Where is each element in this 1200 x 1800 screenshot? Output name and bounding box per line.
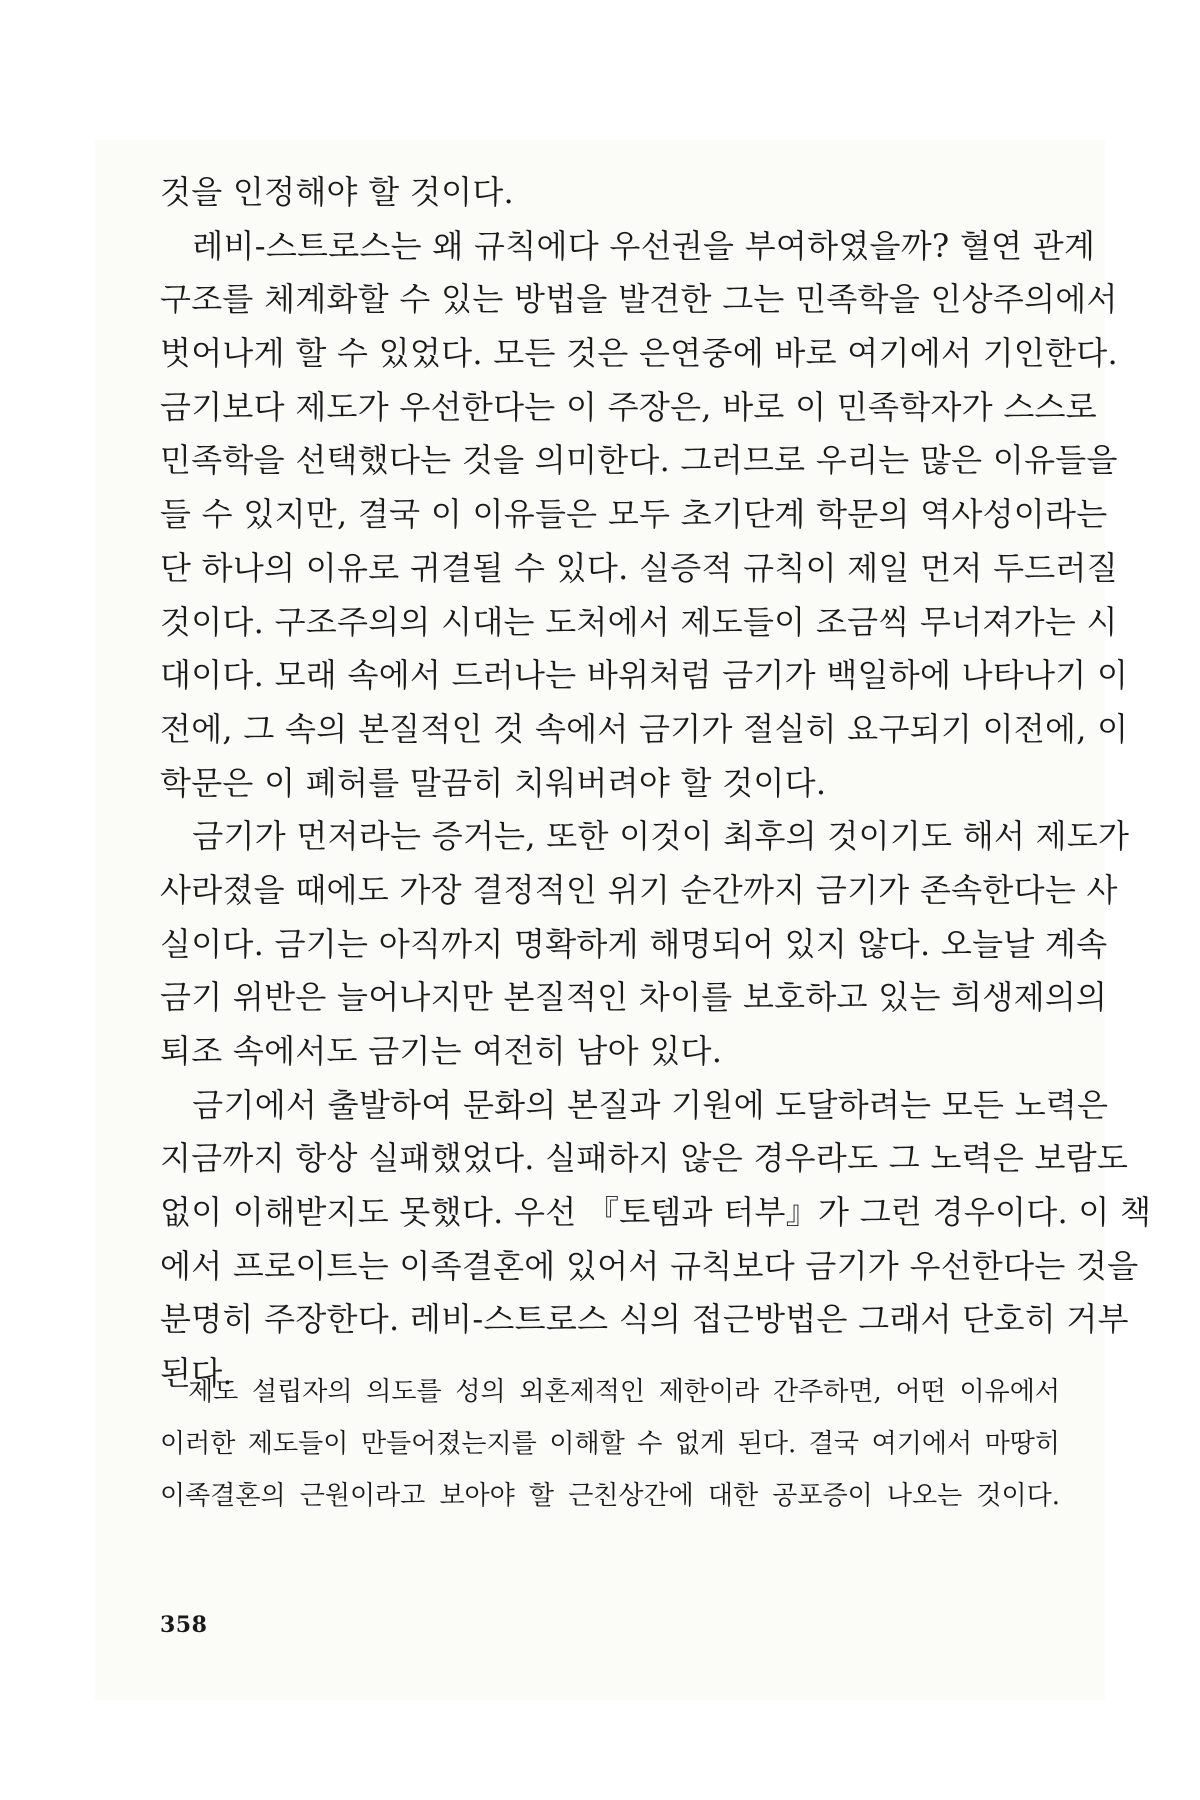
text-line: 에서 프로이트는 이족결혼에 있어서 규칙보다 금기가 우선한다는 것을	[160, 1246, 1139, 1285]
text-line: 분명히 주장한다. 레비-스트로스 식의 접근방법은 그래서 단호히 거부	[160, 1300, 1129, 1339]
text-line: 금기보다 제도가 우선한다는 이 주장은, 바로 이 민족학자가 스스로	[160, 387, 1097, 426]
text-line: 금기가 먼저라는 증거는, 또한 이것이 최후의 것이기도 해서 제도가	[160, 817, 1130, 856]
text-line: 금기 위반은 늘어나지만 본질적인 차이를 보호하고 있는 희생제의의	[160, 978, 1108, 1017]
footnote-line: 제도 설립자의 의도를 성의 외혼제적인 제한이라 간주하면, 어떤 이유에서	[188, 1377, 1060, 1407]
footnote-line: 이러한 제도들이 만들어졌는지를 이해할 수 없게 된다. 결국 여기에서 마땅히	[160, 1429, 1060, 1459]
text-line: 없이 이해받지도 못했다. 우선 『토템과 터부』가 그런 경우이다. 이 책	[160, 1193, 1152, 1232]
page-number: 358	[160, 1612, 208, 1638]
text-line: 사라졌을 때에도 가장 결정적인 위기 순간까지 금기가 존속한다는 사	[160, 870, 1118, 909]
text-line: 것을 인정해야 할 것이다.	[160, 173, 515, 211]
text-line: 학문은 이 폐허를 말끔히 치워버려야 할 것이다.	[160, 763, 827, 802]
text-line: 퇴조 속에서도 금기는 여전히 남아 있다.	[160, 1032, 723, 1070]
text-line: 민족학을 선택했다는 것을 의미한다. 그러므로 우리는 많은 이유들을	[160, 441, 1118, 480]
main-text	[160, 166, 1152, 1401]
footnote	[160, 1366, 1060, 1522]
text-line: 레비-스트로스는 왜 규칙에다 우선권을 부여하였을까? 혈연 관계	[160, 226, 1096, 265]
text-line: 벗어나게 할 수 있었다. 모든 것은 은연중에 바로 여기에서 기인한다.	[160, 334, 1118, 373]
text-line: 들 수 있지만, 결국 이 이유들은 모두 초기단계 학문의 역사성이라는	[160, 495, 1108, 534]
text-line: 대이다. 모래 속에서 드러나는 바위처럼 금기가 백일하에 나타나기 이	[160, 656, 1129, 695]
footnote-line: 이족결혼의 근원이라고 보아야 할 근친상간에 대한 공포증이 나오는 것이다.	[160, 1481, 1060, 1511]
text-line: 실이다. 금기는 아직까지 명확하게 해명되어 있지 않다. 오늘날 계속	[160, 924, 1108, 963]
text-line: 구조를 체계화할 수 있는 방법을 발견한 그는 민족학을 인상주의에서	[160, 280, 1118, 319]
text-line: 전에, 그 속의 본질적인 것 속에서 금기가 절실히 요구되기 이전에, 이	[160, 709, 1129, 748]
text-line: 단 하나의 이유로 귀결될 수 있다. 실증적 규칙이 제일 먼저 두드러질	[160, 548, 1118, 587]
text-line: 금기에서 출발하여 문화의 본질과 기원에 도달하려는 모든 노력은	[160, 1085, 1109, 1124]
text-line: 것이다. 구조주의의 시대는 도처에서 제도들이 조금씩 무너져가는 시	[160, 602, 1118, 641]
text-line: 지금까지 항상 실패했었다. 실패하지 않은 경우라도 그 노력은 보람도	[160, 1139, 1129, 1178]
text-line: 된다.	[160, 1354, 233, 1393]
